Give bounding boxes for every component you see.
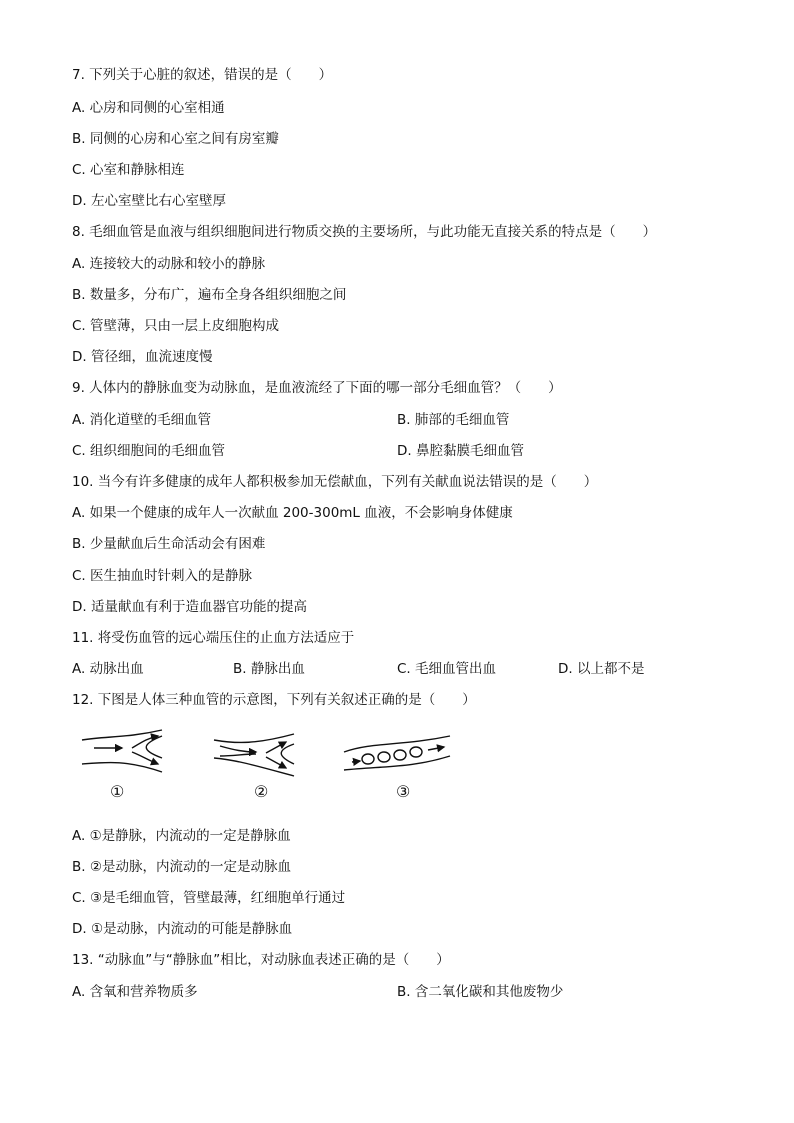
q11-option-a: A. 动脉出血 (72, 661, 144, 677)
vessel-label-2: ② (254, 782, 269, 801)
q7-option-b: B. 同侧的心房和心室之间有房室瓣 (72, 131, 279, 147)
q10-option-a: A. 如果一个健康的成年人一次献血 200-300mL 血液，不会影响身体健康 (72, 505, 513, 521)
vessel-label-3: ③ (396, 782, 411, 801)
q12-option-b: B. ②是动脉，内流动的一定是动脉血 (72, 859, 291, 875)
q9-stem: 9. 人体内的静脉血变为动脉血，是血液流经了下面的哪一部分毛细血管？（ ） (72, 380, 562, 396)
q7-option-c: C. 心室和静脉相连 (72, 162, 185, 178)
q9-option-a: A. 消化道壁的毛细血管 (72, 412, 212, 428)
q7-option-a: A. 心房和同侧的心室相通 (72, 100, 225, 116)
q10-option-d: D. 适量献血有利于造血器官功能的提高 (72, 599, 307, 615)
q11-stem: 11. 将受伤血管的远心端压住的止血方法适应于 (72, 630, 355, 646)
q9-option-c: C. 组织细胞间的毛细血管 (72, 443, 226, 459)
vessel-1-drawing (82, 730, 162, 772)
q10-stem: 10. 当今有许多健康的成年人都积极参加无偿献血，下列有关献血说法错误的是（ ） (72, 474, 598, 490)
q8-option-a: A. 连接较大的动脉和较小的静脉 (72, 256, 266, 272)
q8-stem: 8. 毛细血管是血液与组织细胞间进行物质交换的主要场所，与此功能无直接关系的特点是（ ） (72, 224, 657, 240)
q11-option-b: B. 静脉出血 (233, 661, 305, 677)
q7-option-d: D. 左心室壁比右心室壁厚 (72, 193, 226, 209)
q11-option-d: D. 以上都不是 (558, 661, 645, 677)
vessel-2-drawing (214, 734, 294, 776)
q8-option-b: B. 数量多，分布广，遍布全身各组织细胞之间 (72, 287, 347, 303)
q8-option-c: C. 管壁薄，只由一层上皮细胞构成 (72, 318, 280, 334)
q9-option-d: D. 鼻腔黏膜毛细血管 (397, 443, 524, 459)
q12-option-c: C. ③是毛细血管，管壁最薄，红细胞单行通过 (72, 890, 346, 906)
q9-option-b: B. 肺部的毛细血管 (397, 412, 510, 428)
q12-option-a: A. ①是静脉，内流动的一定是静脉血 (72, 828, 291, 844)
q10-option-c: C. 医生抽血时针刺入的是静脉 (72, 568, 253, 584)
q12-stem: 12. 下图是人体三种血管的示意图，下列有关叙述正确的是（ ） (72, 692, 476, 708)
q7-stem: 7. 下列关于心脏的叙述，错误的是（ ） (72, 67, 333, 83)
q13-option-b: B. 含二氧化碳和其他废物少 (397, 984, 564, 1000)
q10-option-b: B. 少量献血后生命活动会有困难 (72, 536, 266, 552)
blood-vessel-figure (72, 726, 472, 806)
q8-option-d: D. 管径细，血流速度慢 (72, 349, 213, 365)
vessel-3-drawing (344, 736, 450, 770)
vessel-label-1: ① (110, 782, 125, 801)
q11-option-c: C. 毛细血管出血 (397, 661, 497, 677)
q13-option-a: A. 含氧和营养物质多 (72, 984, 198, 1000)
q12-option-d: D. ①是动脉，内流动的可能是静脉血 (72, 921, 293, 937)
blood-vessel-diagram (72, 726, 472, 806)
q13-stem: 13. “动脉血”与“静脉血”相比，对动脉血表述正确的是（ ） (72, 952, 450, 968)
